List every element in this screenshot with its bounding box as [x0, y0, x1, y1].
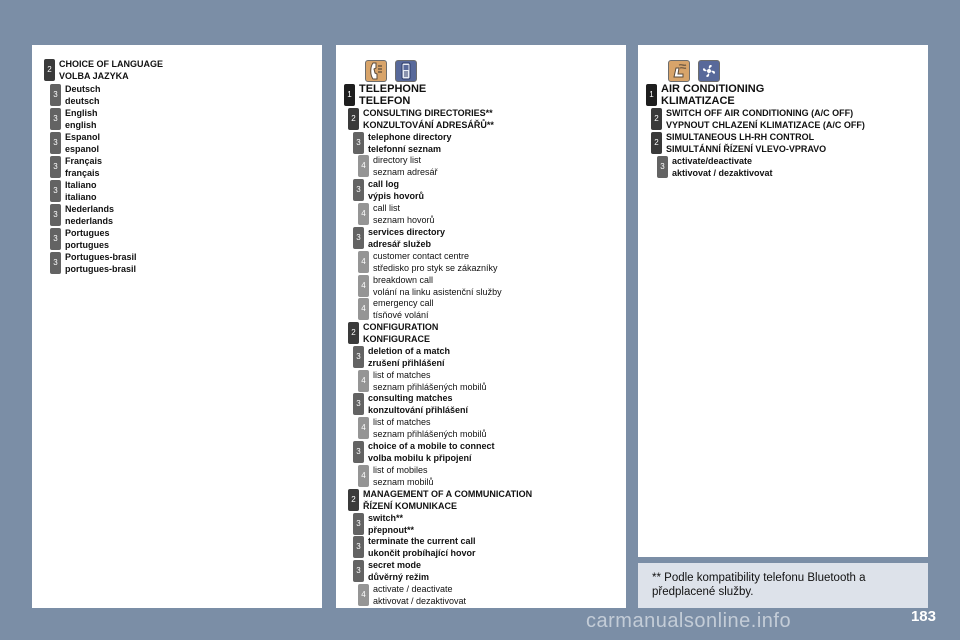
- menu-item-label-en: deletion of a match: [368, 346, 451, 356]
- menu-item-label-cz: KONZULTOVÁNÍ ADRESÁŘŮ**: [363, 120, 494, 130]
- menu-item-label-cz: nederlands: [65, 216, 114, 226]
- menu-item-label-en: CHOICE OF LANGUAGE: [59, 59, 164, 69]
- menu-item-label-cz: english: [65, 120, 97, 130]
- menu-item-label-cz: seznam adresář: [373, 167, 438, 177]
- menu-item-label-cz: volba mobilu k připojení: [368, 453, 472, 463]
- menu-item-label-en: switch**: [368, 513, 404, 523]
- menu-item-text: [373, 416, 487, 440]
- seat-airflow-icon: [668, 60, 690, 82]
- footnote: [638, 563, 928, 608]
- telephone-icons: [365, 60, 417, 82]
- level-badge: 2: [651, 132, 662, 154]
- menu-item-text: [368, 131, 452, 155]
- level-badge: 3: [353, 513, 364, 535]
- menu-item-label-en: Portugues-brasil: [65, 252, 137, 262]
- menu-item-text: [666, 131, 826, 155]
- menu-item-label-en: SWITCH OFF AIR CONDITIONING (A/C OFF): [666, 108, 854, 118]
- menu-item-label-cz: aktivovat / dezaktivovat: [672, 168, 773, 178]
- menu-item-label-en: call list: [373, 203, 401, 213]
- menu-item-label-cz: italiano: [65, 192, 97, 202]
- level-badge: 3: [353, 132, 364, 154]
- page-number: 183: [910, 608, 936, 625]
- menu-item-label-en: emergency call: [373, 298, 434, 308]
- menu-item-text: [368, 512, 414, 536]
- menu-item-text: [672, 155, 773, 179]
- menu-item-label-en: call log: [368, 179, 400, 189]
- level-badge: 3: [50, 156, 61, 178]
- menu-item-label-en: secret mode: [368, 560, 422, 570]
- menu-item-text: [65, 131, 100, 155]
- menu-item-label-cz: seznam přihlášených mobilů: [373, 429, 487, 439]
- level-badge: 3: [353, 227, 364, 249]
- menu-item-label-cz: konzultování přihlášení: [368, 405, 469, 415]
- menu-item-label-en: activate / deactivate: [373, 584, 453, 594]
- menu-item-label-cz: středisko pro styk se zákazníky: [373, 263, 498, 273]
- menu-item-label-cz: français: [65, 168, 100, 178]
- menu-item-text: [368, 178, 424, 202]
- level-badge: 3: [50, 180, 61, 202]
- menu-item-text: [373, 202, 435, 226]
- menu-item-text: [65, 203, 114, 227]
- menu-item-label-en: services directory: [368, 227, 446, 237]
- menu-item-label-en: English: [65, 108, 98, 118]
- menu-item-text: [65, 155, 102, 179]
- menu-item-label-en: customer contact centre: [373, 251, 470, 261]
- menu-item-label-cz: KONFIGURACE: [363, 334, 430, 344]
- watermark: carmanualsonline.info: [586, 610, 792, 632]
- menu-item-text: [373, 250, 498, 274]
- menu-item-label-en: CONFIGURATION: [363, 322, 439, 332]
- menu-item-text: [359, 83, 426, 107]
- level-badge: 3: [353, 179, 364, 201]
- menu-item-text: [373, 369, 487, 393]
- menu-item-label-en: list of mobiles: [373, 465, 428, 475]
- menu-item-text: [65, 179, 97, 203]
- menu-item-text: [666, 107, 865, 131]
- menu-item-label-cz: VYPNOUT CHLAZENÍ KLIMATIZACE (A/C OFF): [666, 120, 865, 130]
- menu-item-label-cz: zrušení přihlášení: [368, 358, 445, 368]
- menu-item-label-cz: seznam mobilů: [373, 477, 434, 487]
- level-badge: 4: [358, 584, 369, 606]
- menu-item-label-cz: portugues-brasil: [65, 264, 137, 274]
- menu-item-label-cz: aktivovat / dezaktivovat: [373, 596, 467, 606]
- menu-item-label-en: list of matches: [373, 417, 431, 427]
- menu-item-label-en: AIR CONDITIONING: [661, 83, 765, 95]
- menu-item-label-en: list of matches: [373, 370, 431, 380]
- level-badge: 3: [353, 560, 364, 582]
- level-badge: 4: [358, 155, 369, 177]
- menu-item-label-en: MANAGEMENT OF A COMMUNICATION: [363, 489, 533, 499]
- level-badge: 3: [50, 204, 61, 226]
- footnote-line-1: ** Podle kompatibility telefonu Bluetooth a: [652, 572, 866, 584]
- menu-item-label-en: directory list: [373, 155, 422, 165]
- menu-item-label-en: choice of a mobile to connect: [368, 441, 495, 451]
- level-badge: 4: [358, 275, 369, 297]
- menu-item-text: [65, 251, 137, 275]
- menu-item-label-cz: telefonní seznam: [368, 144, 442, 154]
- menu-item-text: [373, 464, 434, 488]
- level-badge: 3: [353, 393, 364, 415]
- menu-item-text: [368, 226, 445, 250]
- menu-item-label-cz: důvěrný režim: [368, 572, 430, 582]
- telephone-handset-icon: [365, 60, 387, 82]
- menu-item-text: [363, 488, 532, 512]
- air-conditioning-icons: [668, 60, 720, 82]
- menu-item-text: [363, 321, 438, 345]
- menu-item-label-cz: adresář služeb: [368, 239, 432, 249]
- menu-item-label-cz: KLIMATIZACE: [661, 95, 735, 107]
- menu-item-label-en: Espanol: [65, 132, 101, 142]
- menu-item-label-cz: VOLBA JAZYKA: [59, 71, 129, 81]
- menu-item-text: [368, 345, 450, 369]
- level-badge: 3: [353, 536, 364, 558]
- level-badge: 3: [50, 84, 61, 106]
- mobile-phone-icon: [395, 60, 417, 82]
- level-badge: 1: [646, 84, 657, 106]
- level-badge: 3: [50, 132, 61, 154]
- menu-item-label-cz: espanol: [65, 144, 100, 154]
- menu-item-label-en: TELEPHONE: [359, 83, 427, 95]
- menu-item-label-cz: portugues: [65, 240, 109, 250]
- menu-item-label-en: telephone directory: [368, 132, 452, 142]
- menu-item-text: [373, 154, 438, 178]
- menu-item-label-en: CONSULTING DIRECTORIES**: [363, 108, 493, 118]
- menu-item-text: [373, 297, 434, 321]
- fan-air-conditioning-icon: [698, 60, 720, 82]
- menu-item-text: [368, 392, 468, 416]
- level-badge: 4: [358, 298, 369, 320]
- menu-item-label-en: Deutsch: [65, 84, 101, 94]
- menu-item-text: [65, 83, 101, 107]
- level-badge: 2: [348, 322, 359, 344]
- level-badge: 1: [344, 84, 355, 106]
- menu-item-label-en: terminate the current call: [368, 536, 476, 546]
- menu-item-label-cz: výpis hovorů: [368, 191, 425, 201]
- level-badge: 3: [353, 346, 364, 368]
- level-badge: 3: [50, 252, 61, 274]
- menu-item-label-cz: volání na linku asistenční služby: [373, 287, 502, 297]
- menu-item-text: [368, 559, 429, 583]
- level-badge: 2: [651, 108, 662, 130]
- level-badge: 4: [358, 203, 369, 225]
- level-badge: 4: [358, 251, 369, 273]
- level-badge: 3: [353, 441, 364, 463]
- menu-item-label-en: activate/deactivate: [672, 156, 753, 166]
- level-badge: 4: [358, 370, 369, 392]
- menu-item-text: [373, 583, 466, 607]
- menu-item-text: [59, 58, 163, 82]
- menu-item-label-en: SIMULTANEOUS LH-RH CONTROL: [666, 132, 815, 142]
- menu-item-label-en: breakdown call: [373, 275, 434, 285]
- level-badge: 2: [348, 489, 359, 511]
- menu-item-label-cz: tísňové volání: [373, 310, 429, 320]
- menu-item-label-cz: TELEFON: [359, 95, 411, 107]
- menu-item-label-cz: SIMULTÁNNÍ ŘÍZENÍ VLEVO-VPRAVO: [666, 144, 827, 154]
- level-badge: 3: [50, 228, 61, 250]
- menu-item-text: [65, 227, 110, 251]
- menu-item-label-cz: přepnout**: [368, 525, 414, 535]
- menu-item-text: [373, 274, 502, 298]
- menu-item-label-en: Nederlands: [65, 204, 115, 214]
- menu-item-text: [65, 107, 98, 131]
- level-badge: 3: [50, 108, 61, 130]
- menu-item-label-cz: deutsch: [65, 96, 100, 106]
- menu-item-label-en: Italiano: [65, 180, 97, 190]
- menu-item-text: [368, 440, 495, 464]
- footnote-line-2: předplacené služby.: [652, 586, 754, 598]
- level-badge: 4: [358, 417, 369, 439]
- menu-item-label-en: consulting matches: [368, 393, 453, 403]
- menu-item-label-cz: seznam přihlášených mobilů: [373, 382, 487, 392]
- menu-item-label-en: Français: [65, 156, 103, 166]
- menu-item-text: [368, 535, 476, 559]
- menu-item-label-cz: ŘÍZENÍ KOMUNIKACE: [363, 501, 457, 511]
- level-badge: 2: [348, 108, 359, 130]
- level-badge: 3: [657, 156, 668, 178]
- level-badge: 2: [44, 59, 55, 81]
- menu-item-label-cz: seznam hovorů: [373, 215, 435, 225]
- menu-item-text: [363, 107, 494, 131]
- menu-item-text: [661, 83, 764, 107]
- menu-item-label-en: Portugues: [65, 228, 110, 238]
- menu-item-label-cz: ukončit probíhající hovor: [368, 548, 476, 558]
- level-badge: 4: [358, 465, 369, 487]
